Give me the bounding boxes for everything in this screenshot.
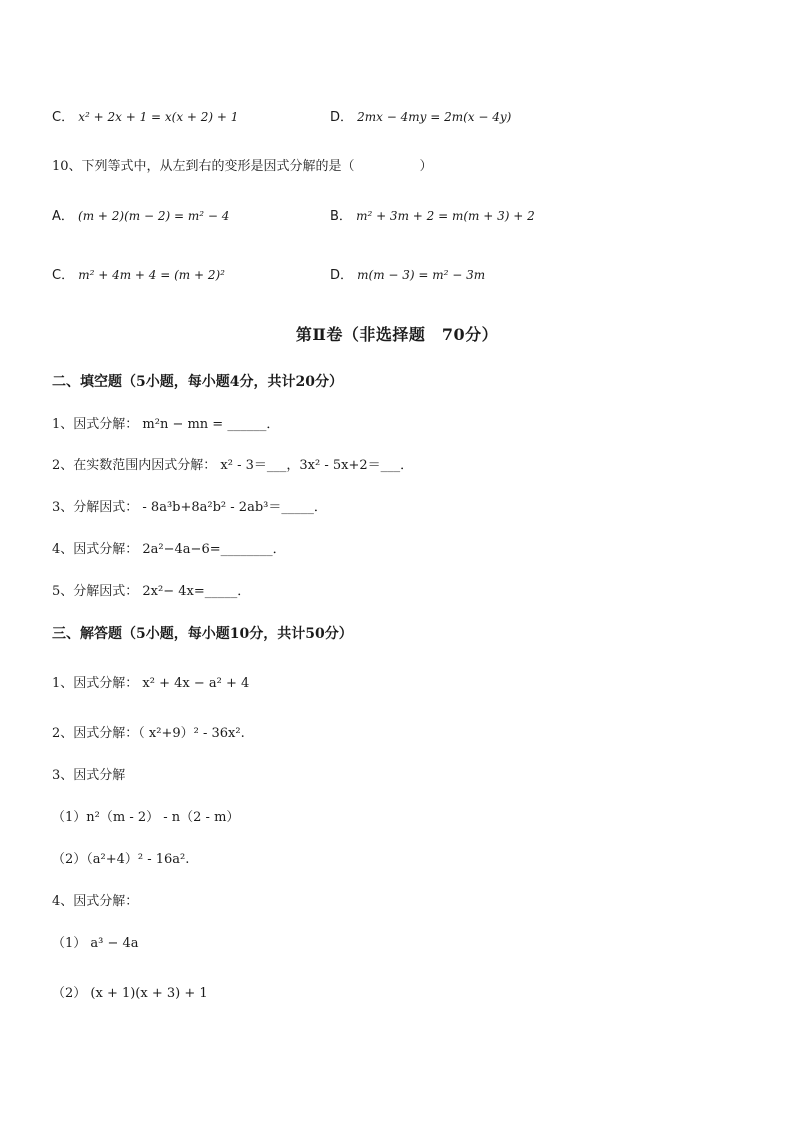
q9-option-d-text: 2mx − 4my = 2m(x − 4y): [357, 110, 512, 124]
fill-item-3: 3、分解因式： - 8a³b+8a²b² - 2ab³＝_____．: [52, 500, 327, 515]
q10-option-d-text: m(m − 3) = m² − 3m: [357, 268, 486, 282]
answer-item-1: 1、因式分解： x² + 4x − a² + 4: [52, 676, 250, 691]
q10-option-b-text: m² + 3m + 2 = m(m + 3) + 2: [356, 209, 535, 223]
q10-option-c-label: C．: [52, 268, 75, 283]
answer-item-4-part-1: （1） a³ − 4a: [52, 936, 139, 951]
fill-item-1: 1、因式分解： m²n − mn = ______．: [52, 417, 280, 432]
q10-option-d[interactable]: [330, 266, 485, 285]
q10-option-c-text: m² + 4m + 4 = (m + 2)²: [78, 268, 225, 282]
answer-item-2: 2、因式分解：（ x²+9）² - 36x².: [52, 726, 245, 741]
part2-title: 第Ⅱ卷（非选择题 70分）: [295, 325, 499, 344]
answer-item-3-part-2: （2）（a²+4）² - 16a².: [52, 852, 190, 867]
q10-option-a[interactable]: [52, 207, 229, 226]
q10-option-c[interactable]: [52, 266, 225, 285]
q9-option-d-label: D．: [330, 110, 354, 125]
q10-option-b-label: B．: [330, 209, 352, 224]
q10-option-a-text: (m + 2)(m − 2) = m² − 4: [78, 209, 230, 223]
fill-item-5: 5、分解因式： 2x²− 4x=_____．: [52, 584, 251, 599]
q10-option-b[interactable]: [330, 207, 535, 226]
fill-item-4: 4、因式分解： 2a²−4a−6=________．: [52, 542, 286, 557]
answer-section-heading: 三、解答题（5小题，每小题10分，共计50分）: [52, 626, 353, 642]
q9-option-c[interactable]: [52, 108, 238, 127]
fill-section-heading: 二、填空题（5小题，每小题4分，共计20分）: [52, 374, 343, 390]
answer-item-4-part-2: （2） (x + 1)(x + 3) + 1: [52, 986, 208, 1001]
q9-option-c-text: x² + 2x + 1 = x(x + 2) + 1: [78, 110, 239, 124]
q9-option-c-label: C．: [52, 110, 75, 125]
answer-item-3-part-1: （1）n²（m - 2） - n（2 - m）: [52, 810, 240, 825]
fill-item-2: 2、在实数范围内因式分解： x² - 3＝___，3x² - 5x+2＝___．: [52, 458, 414, 473]
q10-option-d-label: D．: [330, 268, 354, 283]
q9-option-d[interactable]: [330, 108, 511, 127]
answer-item-3: 3、因式分解: [52, 768, 126, 783]
q10-option-a-label: A．: [52, 209, 74, 224]
answer-item-4: 4、因式分解：: [52, 894, 139, 909]
q10-stem: 10、下列等式中，从左到右的变形是因式分解的是（ ）: [52, 159, 433, 174]
